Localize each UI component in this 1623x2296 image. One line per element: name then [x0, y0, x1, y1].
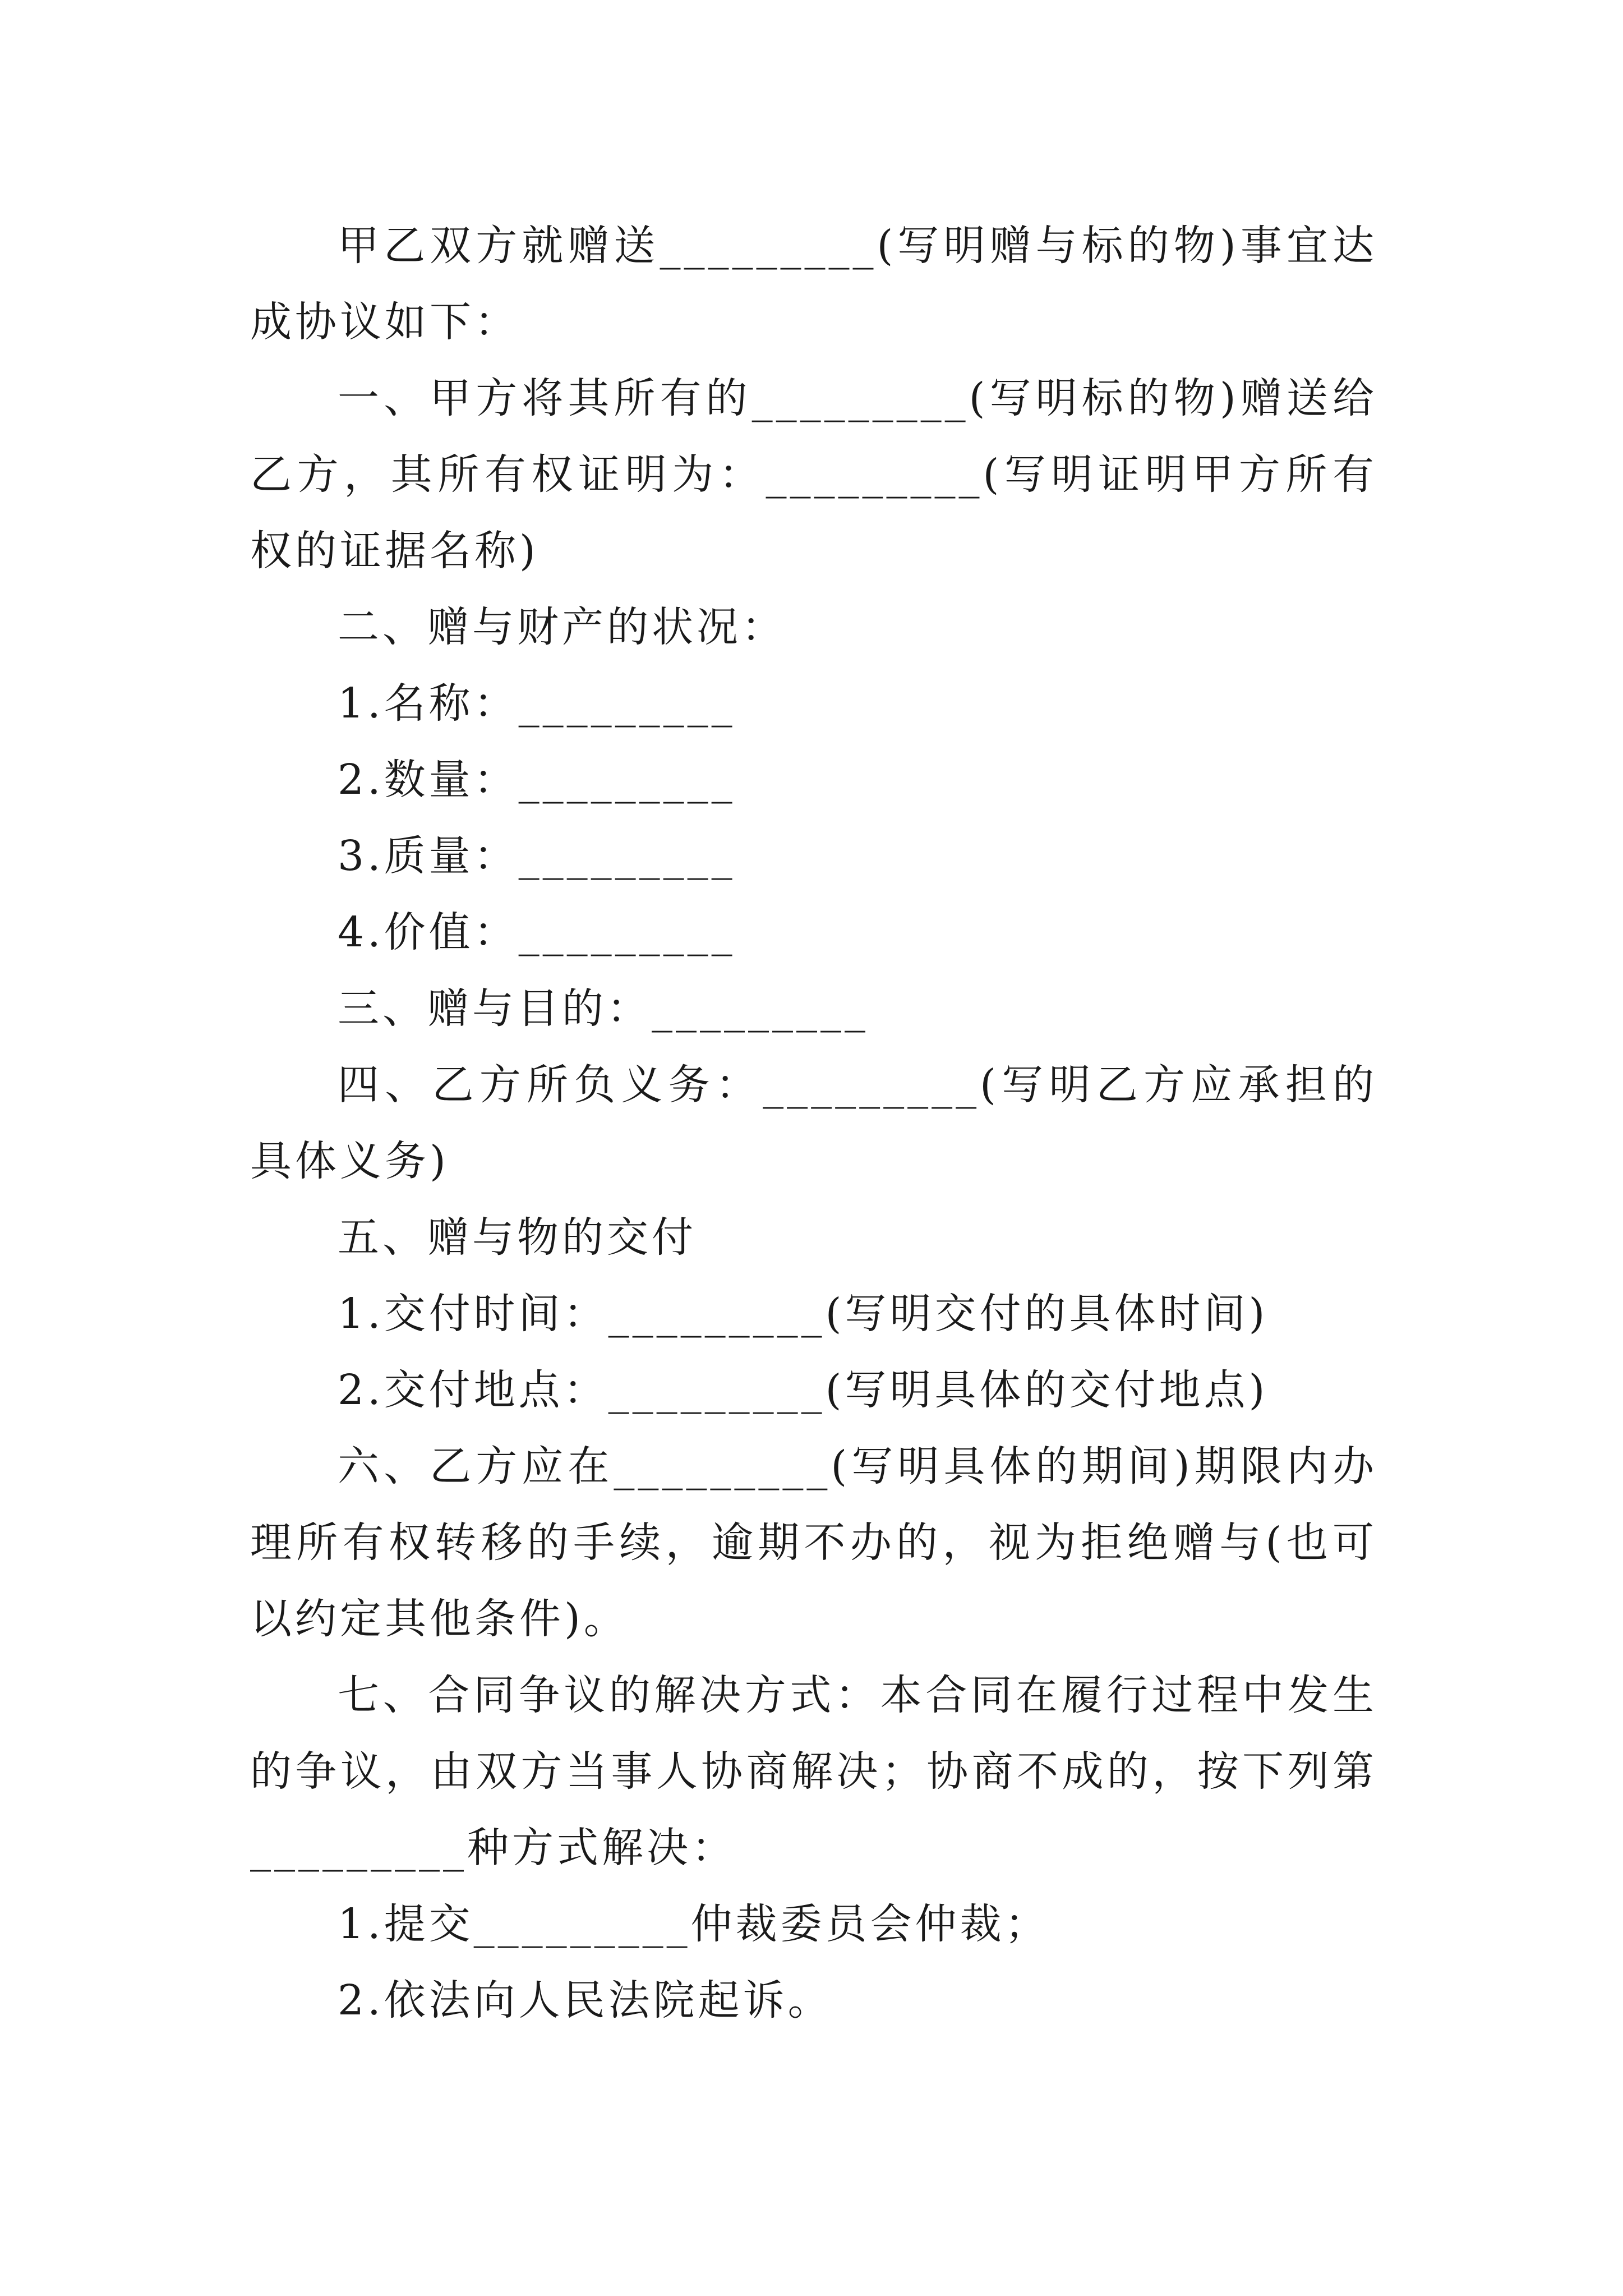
clause-7-dispute: 七、合同争议的解决方式：本合同在履行过程中发生的争议，由双方当事人协商解决；协商不成的，按下列第_________种方式解决： — [250, 1671, 1377, 1872]
delivery-time-line: 1.交付时间：_________(写明交付的具体时间) — [338, 1290, 1269, 1338]
clause-1-ownership: 一、甲方将其所有的_________(写明标的物)赠送给乙方，其所有权证明为：_________(写明证明甲方所有权的证据名称) — [250, 374, 1377, 575]
clause-5-heading: 五、赠与物的交付 — [338, 1213, 697, 1262]
clause-6-transfer: 六、乙方应在_________(写明具体的期间)期限内办理所有权转移的手续，逾期不办的，视为拒绝赠与(也可以约定其他条件)。 — [250, 1442, 1377, 1643]
dispute-option-arbitration: 1.提交_________仲裁委员会仲裁； — [338, 1900, 1050, 1948]
property-quality-line: 3.质量：_________ — [338, 832, 736, 880]
dispute-option-court: 2.依法向人民法院起诉。 — [338, 1976, 833, 2024]
property-quantity-line: 2.数量：_________ — [338, 756, 736, 804]
clause-2-heading: 二、赠与财产的状况： — [338, 603, 786, 651]
clause-3-purpose: 三、赠与目的：_________ — [338, 984, 869, 1033]
delivery-place-line: 2.交付地点：_________(写明具体的交付地点) — [338, 1366, 1269, 1414]
intro-paragraph: 甲乙双方就赠送_________(写明赠与标的物)事宜达成协议如下： — [250, 222, 1377, 346]
property-name-line: 1.名称：_________ — [338, 679, 736, 728]
document-body — [250, 208, 1377, 2039]
property-value-line: 4.价值：_________ — [338, 908, 736, 956]
clause-4-obligations: 四、乙方所负义务：_________(写明乙方应承担的具体义务) — [250, 1061, 1377, 1185]
